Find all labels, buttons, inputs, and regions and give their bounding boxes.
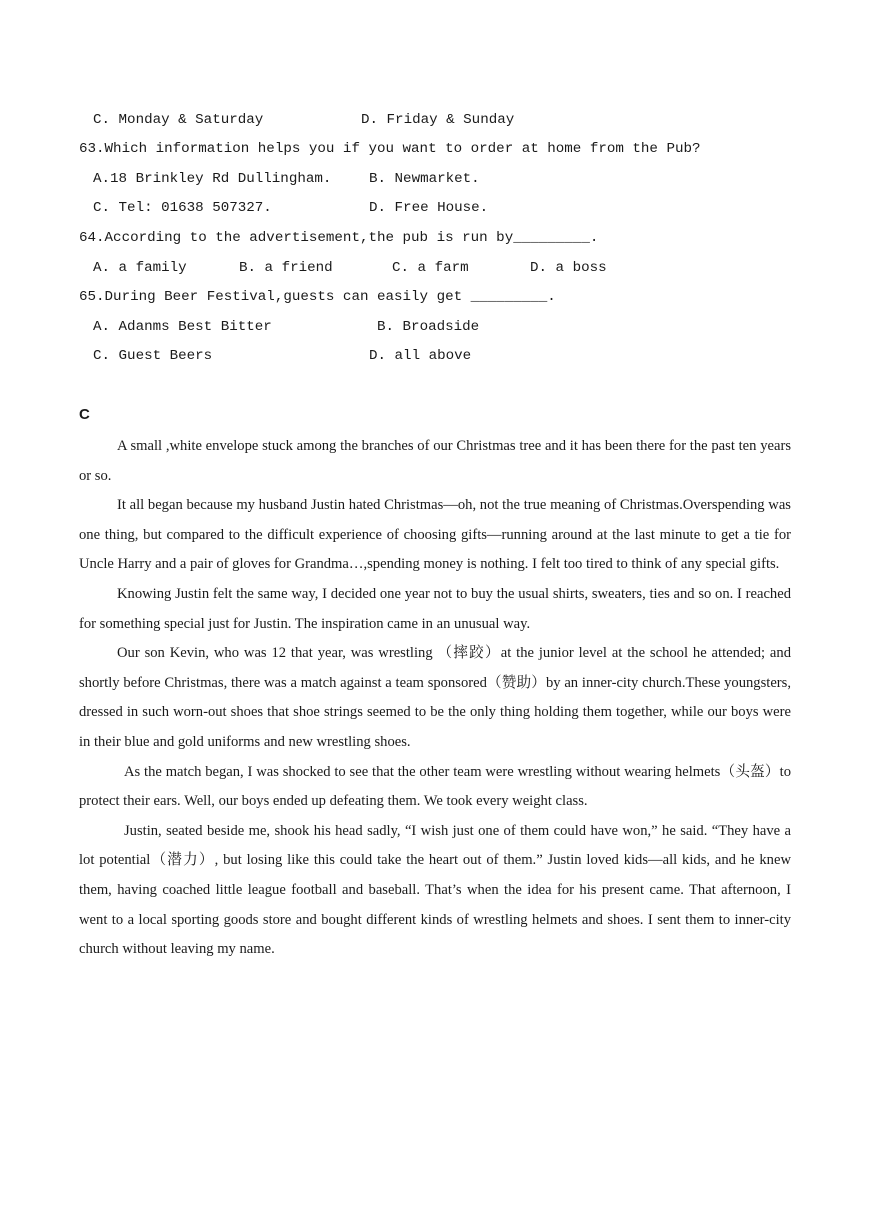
section-heading: C	[79, 406, 90, 423]
passage-paragraph: A small ,white envelope stuck among the branches of our Christmas tree and it has been there for the past ten years or so.	[79, 438, 791, 484]
q65-option-a: A. Adanms Best Bitter	[93, 319, 272, 335]
q65-option-b: B. Broadside	[377, 319, 480, 335]
q65-option-c: C. Guest Beers	[93, 348, 213, 364]
passage-paragraph: Knowing Justin felt the same way, I decided one year not to buy the usual shirts, sweaters, ties and so on. I reached for something special just for Justin. The inspiration came in an unusual way.	[79, 585, 791, 632]
q64-option-d: D. a boss	[530, 260, 607, 276]
q62-option-c: C. Monday & Saturday	[93, 112, 264, 128]
q64-option-c: C. a farm	[392, 260, 469, 276]
passage-paragraph: It all began because my husband Justin hated Christmas—oh, not the true meaning of Christmas.Overspending was one thing, but compared to the difficult experience of choosing gifts—running around at the last minute to get a tie for Uncle Harry and a pair of gloves for Grandma…,spending money is nothing. I felt too tired to think of any special gifts.	[79, 497, 791, 573]
q65-option-d: D. all above	[369, 348, 472, 364]
reading-passage	[79, 432, 791, 965]
q64-option-b: B. a friend	[239, 260, 333, 276]
q65-stem: 65.During Beer Festival,guests can easily get _________.	[79, 289, 556, 305]
q63-option-a: A.18 Brinkley Rd Dullingham.	[93, 171, 332, 187]
q62-option-d: D. Friday & Sunday	[361, 112, 515, 128]
passage-paragraph: Our son Kevin, who was 12 that year, was wrestling （摔跤）at the junior level at the school he attended; and shortly before Christmas, there was a match against a team sponsored（赞助）by an inner-city church.These youngsters, dressed in such worn-out shoes that shoe strings seemed to be the only thing holding them together, while our boys were in their blue and gold uniforms and new wrestling shoes.	[79, 645, 791, 750]
passage-paragraph: As the match began, I was shocked to see that the other team were wrestling without wearing helmets（头盔）to protect their ears. Well, our boys ended up defeating them. We took every weight class.	[79, 763, 791, 810]
passage-paragraph: Justin, seated beside me, shook his head sadly, “I wish just one of them could have won,” he said. “They have a lot potential（潜力）, but losing like this could take the heart out of them.” Justin loved kids—all kids, and he knew them, having coached little league football and baseball. That’s when the idea for his present came. That afternoon, I went to a local sporting goods store and bought different kinds of wrestling helmets and shoes. I sent them to inner-city church without leaving my name.	[79, 822, 791, 958]
q63-option-c: C. Tel: 01638 507327.	[93, 200, 272, 216]
q64-option-a: A. a family	[93, 260, 187, 276]
q63-option-d: D. Free House.	[369, 200, 489, 216]
q63-stem: 63.Which information helps you if you want to order at home from the Pub?	[79, 141, 701, 157]
q63-option-b: B. Newmarket.	[369, 171, 480, 187]
q64-stem: 64.According to the advertisement,the pub is run by_________.	[79, 230, 599, 246]
